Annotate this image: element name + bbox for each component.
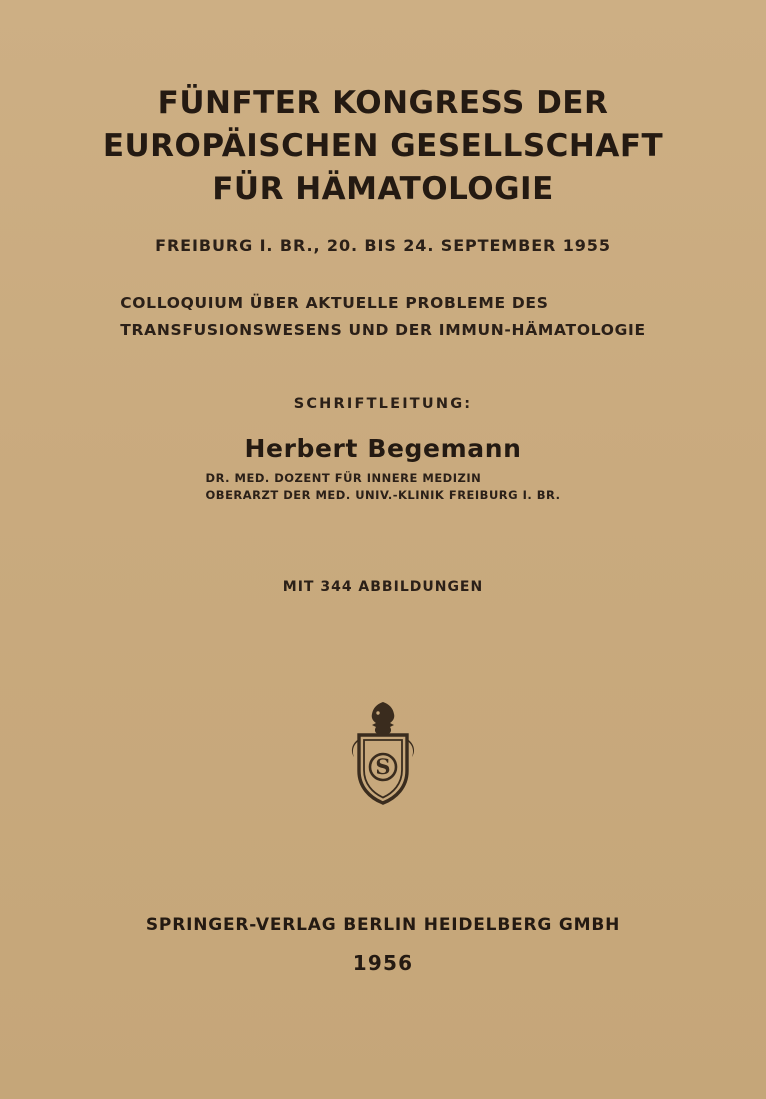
editor-affiliation [206,470,561,506]
editor-affiliation-line-1: DR. MED. DOZENT FÜR INNERE MEDIZIN [205,470,482,485]
page-title [0,82,766,210]
illustrations-note: MIT 344 ABBILDUNGEN [282,579,484,596]
colloquium-line-2: TRANSFUSIONSWESENS UND DER IMMUN-HÄMATOLOGIE [120,320,646,339]
colloquium-line-1: COLLOQUIUM ÜBER AKTUELLE PROBLEME DES [120,294,549,313]
publisher-name: SPRINGER-VERLAG BERLIN HEIDELBERG GMBH [145,915,621,935]
editor-label: SCHRIFTLEITUNG: [293,395,473,412]
svg-text:S: S [375,754,391,780]
editor-affiliation-line-2: OBERARZT DER MED. UNIV.-KLINIK FREIBURG I. BR. [205,488,561,503]
editor-name: Herbert Begemann [244,433,522,463]
colloquium-subtitle [120,290,646,343]
title-block [0,82,766,210]
title-line-3: FÜR HÄMATOLOGIE [212,170,554,207]
springer-knight-heraldic-logo-icon [346,699,420,807]
title-line-1: FÜNFTER KONGRESS DER [157,85,609,121]
publisher-block [0,915,766,975]
title-line-2: EUROPÄISCHEN GESELLSCHAFT [102,127,664,164]
publisher-logo [346,699,420,807]
publication-year: 1956 [352,951,414,975]
event-date: FREIBURG I. BR., 20. BIS 24. SEPTEMBER 1955 [155,236,611,256]
